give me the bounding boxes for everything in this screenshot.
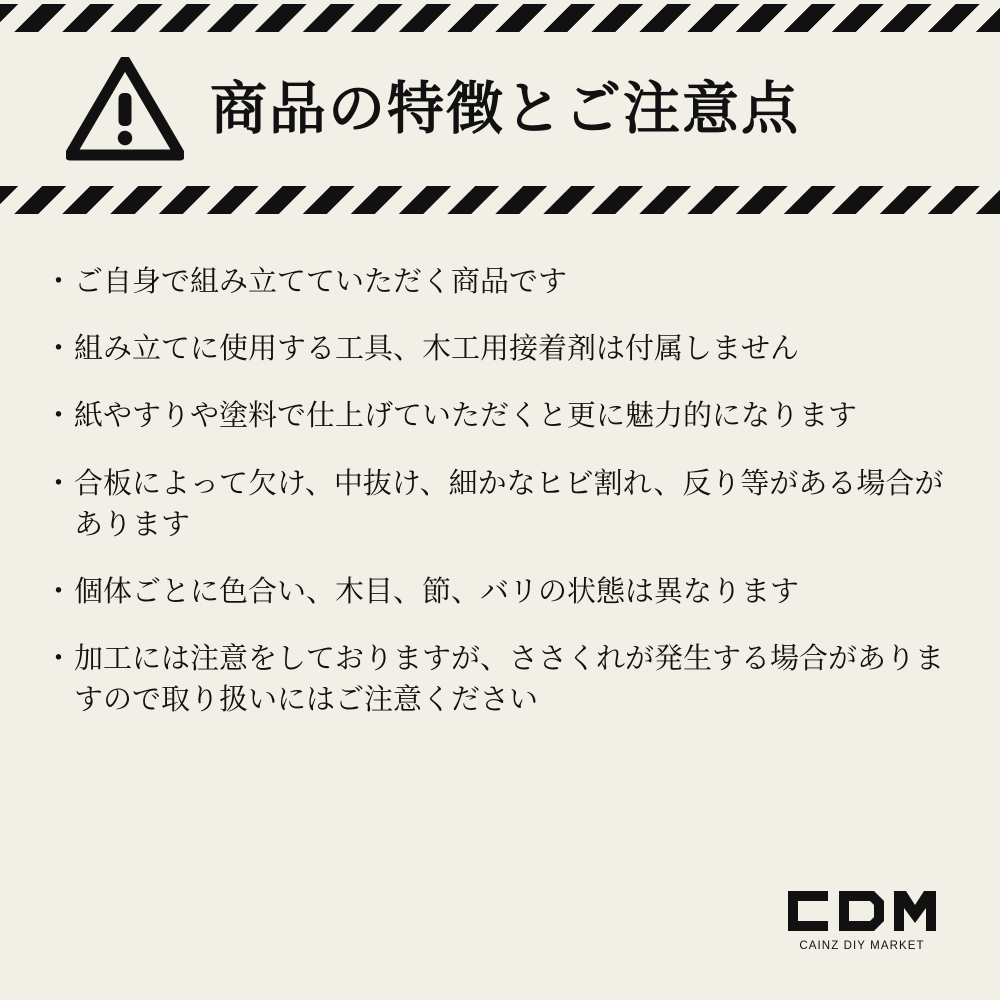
list-item (44, 329, 956, 370)
hazard-stripe-bottom (0, 186, 1000, 214)
list-item-text: 個体ごとに色合い、木目、節、バリの状態は異なります (74, 575, 800, 608)
page-title: 商品の特徴とご注意点 (210, 76, 800, 141)
notes-list (0, 262, 1000, 747)
header-banner (0, 0, 1000, 215)
list-item (44, 639, 956, 721)
list-bullet: ・ (44, 333, 74, 366)
header-content (0, 32, 1000, 186)
list-item-text: ご自身で組み立てていただく商品です (74, 266, 568, 298)
list-item (44, 262, 956, 303)
list-item-text: 加工には注意をしておりますが、ささくれが発生する場合がありますので取り扱いにはご注意ください (74, 643, 945, 717)
list-bullet: ・ (44, 575, 74, 608)
list-bullet: ・ (44, 467, 74, 500)
hazard-stripe-top (0, 4, 1000, 32)
warning-triangle-icon (66, 57, 184, 161)
list-bullet: ・ (44, 643, 74, 676)
list-item (44, 572, 956, 613)
list-item-text: 合板によって欠け、中抜け、細かなヒビ割れ、反り等がある場合があります (74, 467, 944, 541)
list-item (44, 464, 956, 546)
list-bullet: ・ (44, 266, 74, 298)
list-item-text: 紙やすりや塗料で仕上げていただくと更に魅力的になります (74, 400, 858, 433)
brand-logo (782, 889, 942, 952)
cdm-logo-icon (782, 889, 942, 933)
list-item-text: 組み立てに使用する工具、木工用接着剤は付属しません (74, 333, 800, 366)
list-bullet: ・ (44, 400, 74, 433)
list-item (44, 396, 956, 437)
brand-caption: CAINZ DIY MARKET (799, 940, 925, 952)
